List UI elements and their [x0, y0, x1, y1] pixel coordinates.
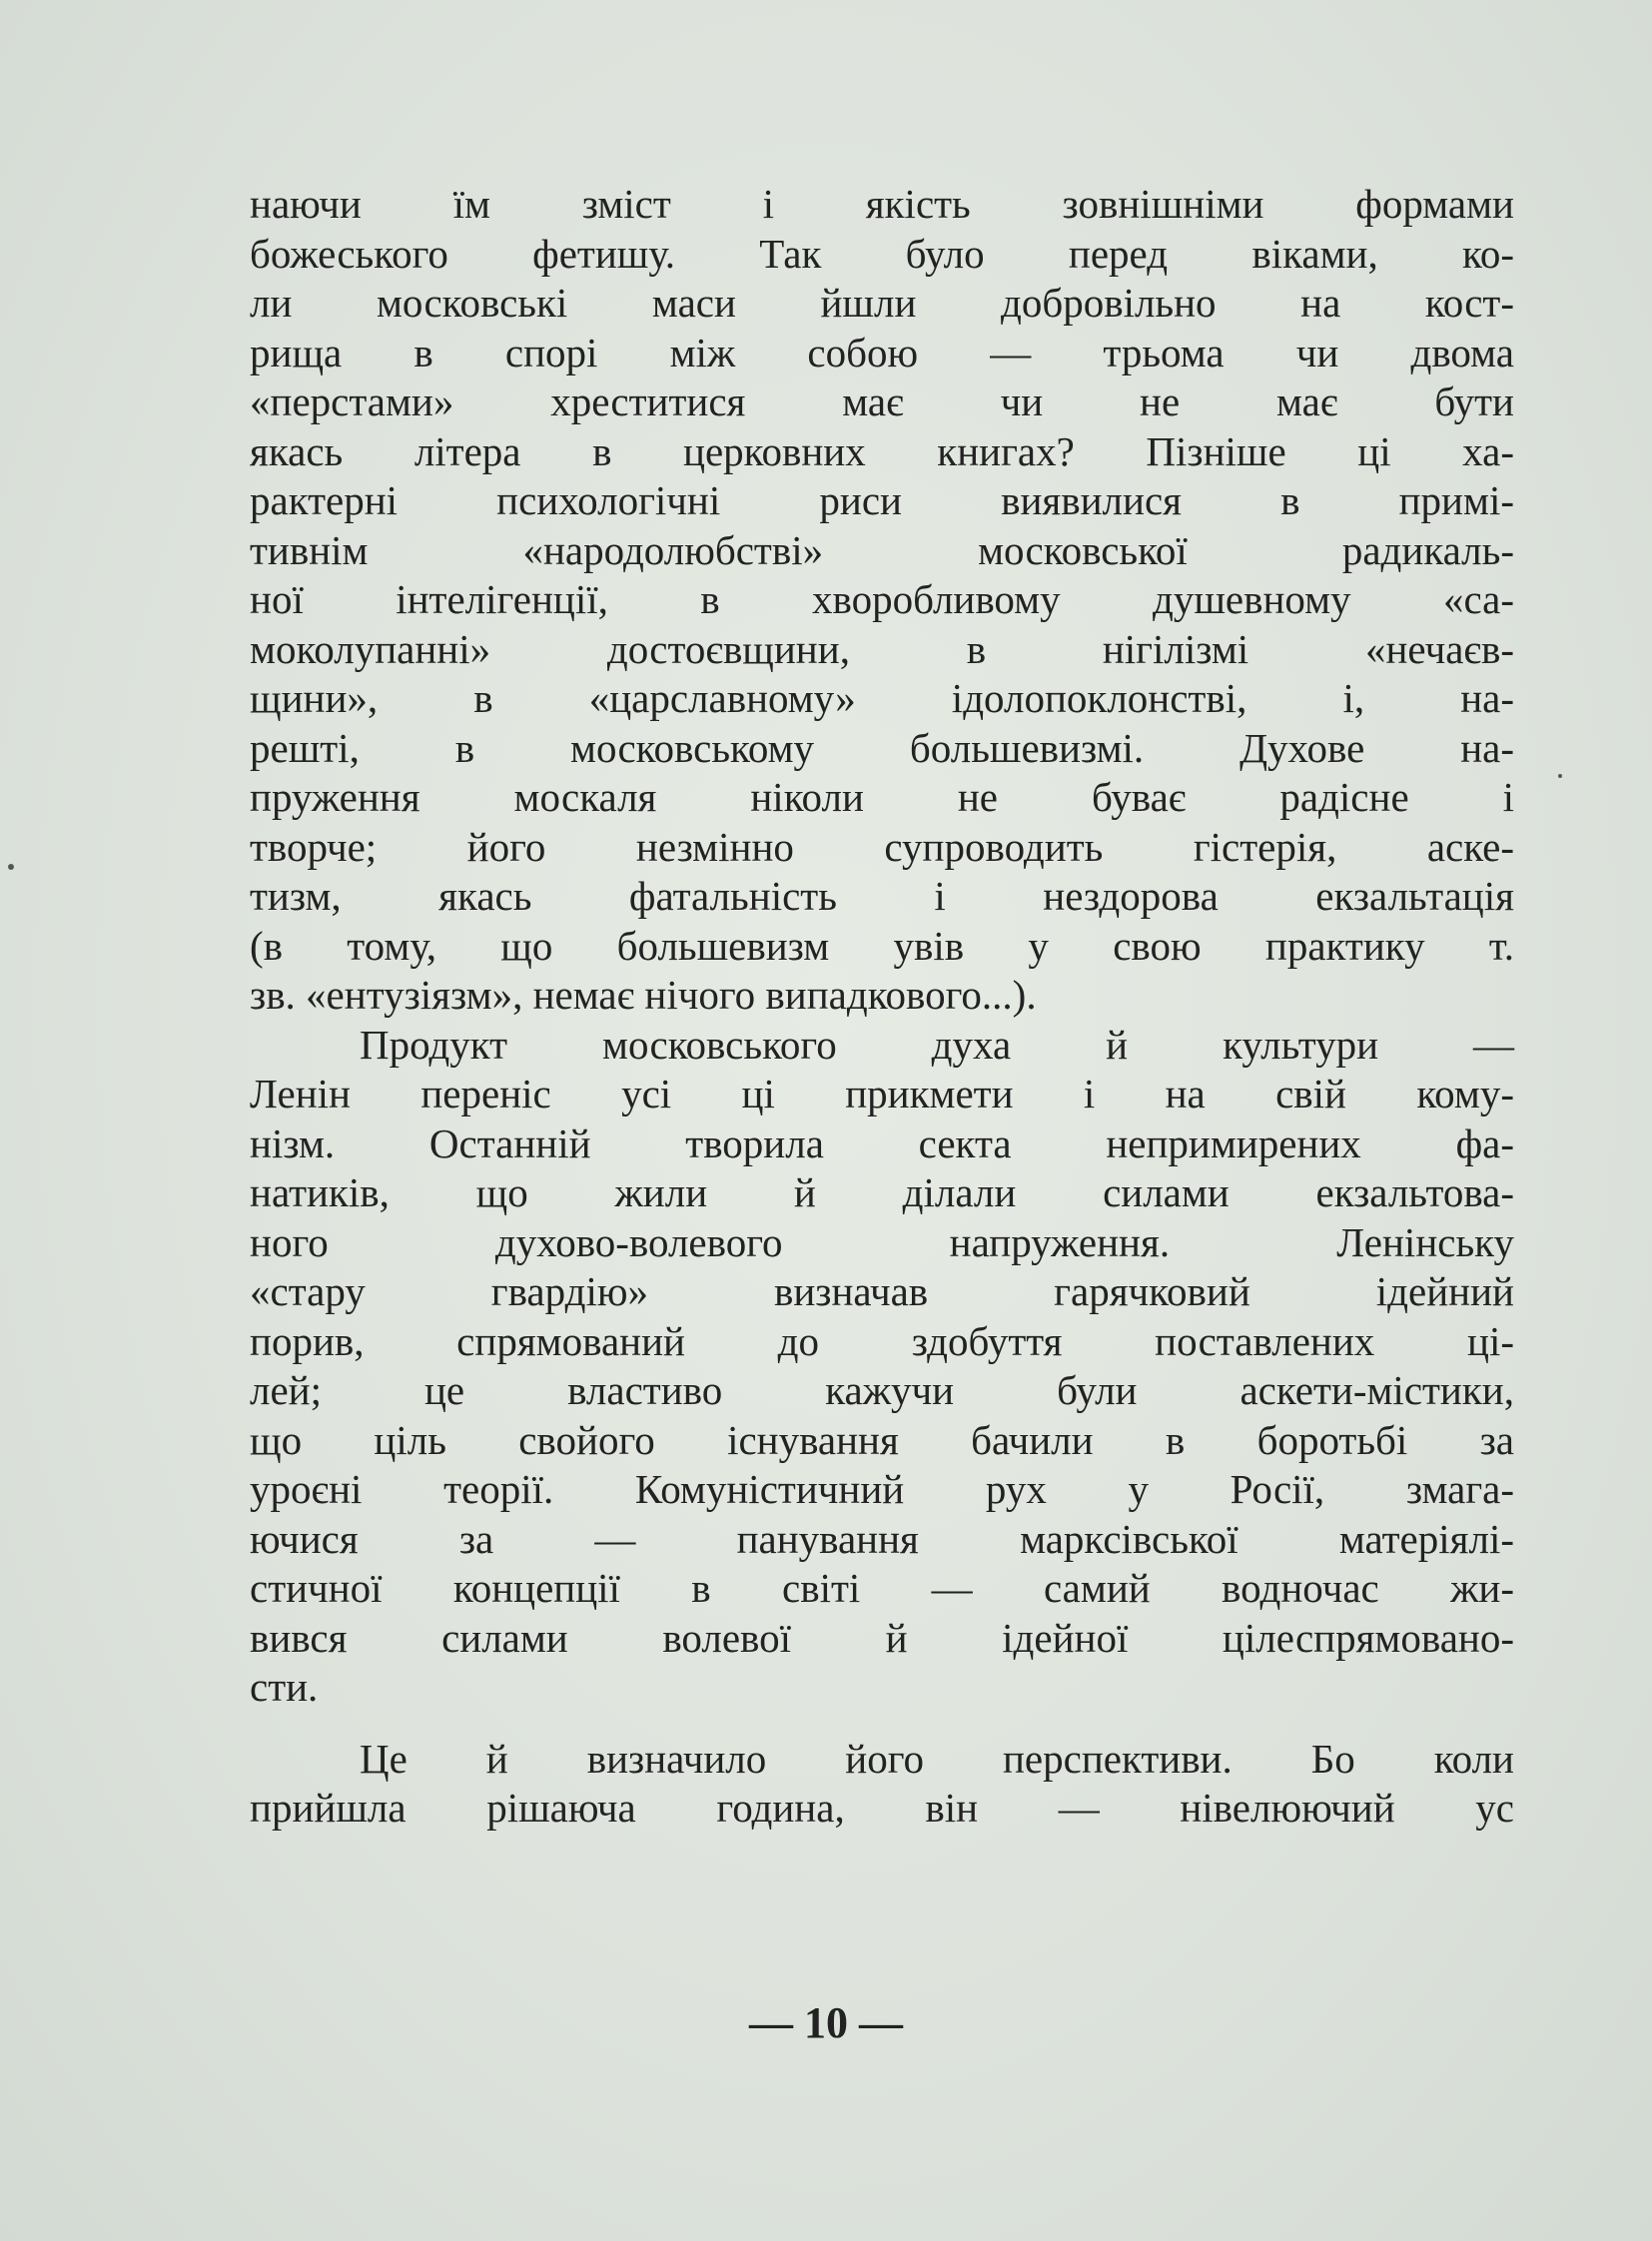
- text-line: натиків, що жили й ділали силами екзальтова-: [250, 1169, 1514, 1215]
- text-line: ючися за — панування марксівської матеріялі-: [250, 1515, 1514, 1562]
- body-text: [250, 180, 1514, 1834]
- paper-speck: [8, 864, 14, 870]
- text-line: Це й визначило його перспективи. Бо коли: [360, 1735, 1514, 1782]
- text-line: Ленін переніс усі ці прикмети і на свій кому-: [250, 1071, 1514, 1117]
- text-line: пруження москаля ніколи не буває радісне і: [250, 774, 1514, 820]
- paragraph-1: [250, 180, 1514, 1021]
- text-line: ли московські маси йшли добровільно на кост-: [250, 280, 1514, 326]
- paragraph-gap: [250, 1713, 1514, 1735]
- text-line: сти.: [250, 1664, 319, 1710]
- text-line: уроєні теорії. Комуністичний рух у Росії, змага-: [250, 1466, 1514, 1512]
- paragraph-2: [250, 1021, 1514, 1713]
- text-line: ного духово-волевого напруження. Ленінську: [250, 1218, 1514, 1265]
- text-line: Продукт московського духа й культури —: [360, 1021, 1514, 1068]
- text-line: (в тому, що большевизм увів у свою практику т.: [250, 922, 1514, 969]
- text-line: «перстами» хреститися має чи не має бути: [250, 378, 1514, 424]
- text-line: що ціль свойого існування бачили в боротьбі за: [250, 1416, 1514, 1463]
- text-line: ної інтелігенції, в хворобливому душевному «са-: [250, 576, 1514, 622]
- text-line: рища в спорі між собою — трьома чи двома: [250, 329, 1514, 375]
- text-line: тивнім «народолюбстві» московської радикаль-: [250, 526, 1514, 573]
- text-line: божеського фетишу. Так було перед віками, ко-: [250, 230, 1514, 277]
- text-line: щини», в «царславному» ідолопоклонстві, і, на-: [250, 675, 1514, 721]
- text-line: якась літера в церковних книгах? Пізніше ці ха-: [250, 427, 1514, 474]
- paper-speck: [1558, 774, 1562, 778]
- text-line: лей; це властиво кажучи були аскети-містики,: [250, 1367, 1514, 1413]
- text-line: прийшла рішаюча година, він — нівелюючий ус: [250, 1785, 1514, 1831]
- page-number: — 10 —: [749, 1998, 903, 2047]
- text-line: решті, в московському большевизмі. Духове на-: [250, 724, 1514, 771]
- text-line: вився силами волевої й ідейної цілеспрямовано-: [250, 1614, 1514, 1661]
- text-line: порив, спрямований до здобуття поставлених ці-: [250, 1317, 1514, 1364]
- text-line: моколупанні» достоєвщини, в нігілізмі «нечаєв-: [250, 625, 1514, 672]
- text-line: зв. «ентузіязм», немає нічого випадкового...).: [250, 972, 1037, 1018]
- text-line: тизм, якась фатальність і нездорова екзальтація: [250, 873, 1514, 919]
- paragraph-3: [250, 1735, 1514, 1834]
- text-line: «стару гвардію» визначав гарячковий ідейний: [250, 1268, 1514, 1314]
- text-line: стичної концепції в світі — самий водночас жи-: [250, 1565, 1514, 1611]
- text-line: рактерні психологічні риси виявилися в примі-: [250, 477, 1514, 523]
- text-line: творче; його незмінно супроводить гістерія, аске-: [250, 823, 1514, 870]
- text-line: наючи їм зміст і якість зовнішніми формами: [250, 181, 1514, 227]
- text-line: нізм. Останній творила секта непримирених фа-: [250, 1120, 1514, 1166]
